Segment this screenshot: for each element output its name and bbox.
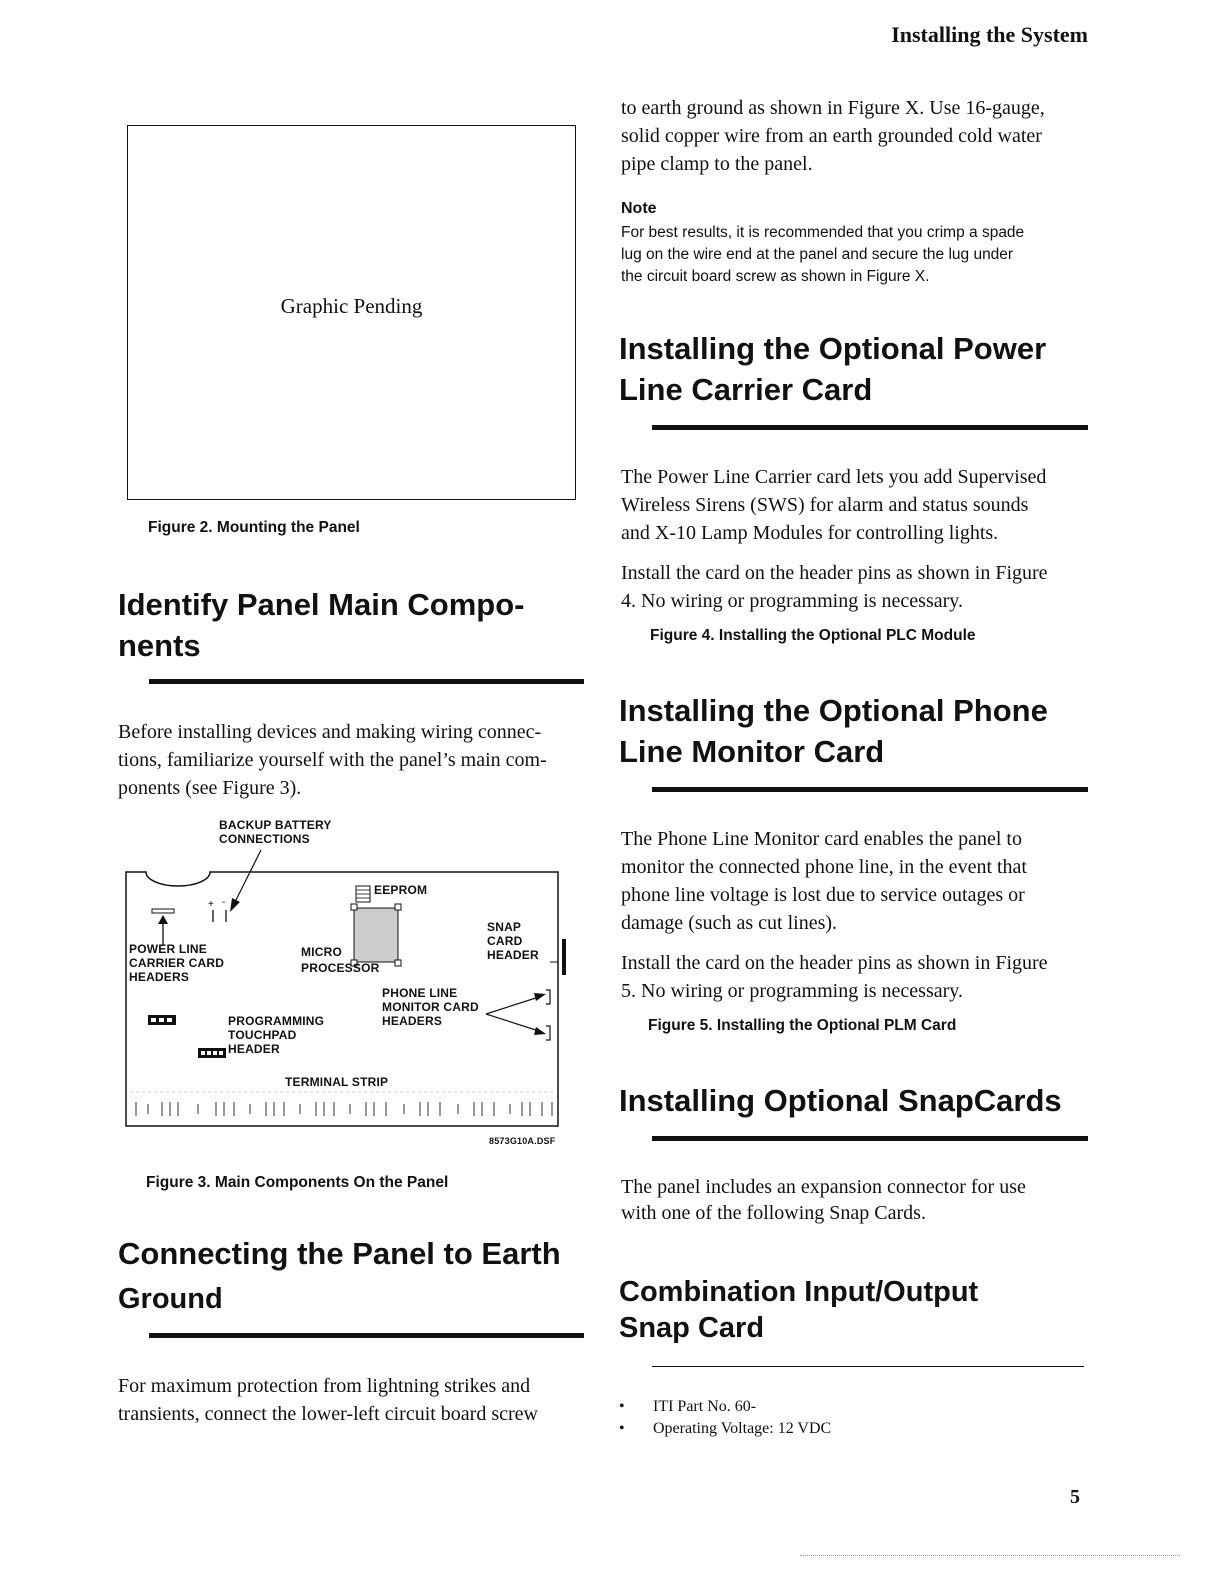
earth-heading-line2: Ground: [118, 1283, 223, 1315]
plc-p2-line2: 4. No wiring or programming is necessary.: [621, 590, 963, 612]
plc-p2-line1: Install the card on the header pins as shown in Figure: [621, 562, 1048, 584]
plc-p1-line1: The Power Line Carrier card lets you add Supervised: [621, 466, 1047, 488]
plm-heading-line1: Installing the Optional Phone: [619, 693, 1048, 728]
label-prog-line2: TOUCHPAD: [228, 1028, 297, 1042]
label-backup-battery-line2: CONNECTIONS: [219, 832, 310, 846]
label-prog-line3: HEADER: [228, 1042, 280, 1056]
label-plc-line3: HEADERS: [129, 970, 190, 984]
svg-text:-: -: [222, 897, 226, 908]
svg-text:+: +: [208, 899, 214, 910]
plc-p1-line2: Wireless Sirens (SWS) for alarm and status sounds: [621, 494, 1029, 516]
earth-heading-line1: Connecting the Panel to Earth: [118, 1236, 561, 1271]
label-eeprom: EEPROM: [374, 883, 428, 897]
plm-p1-line2: monitor the connected phone line, in the event that: [621, 856, 1027, 878]
label-programming-touchpad: [228, 1014, 324, 1056]
identify-heading-line2: nents: [118, 628, 201, 663]
spec-part-number-text: ITI Part No. 60-: [653, 1398, 757, 1415]
label-plm-line3: HEADERS: [382, 1014, 443, 1028]
plm-p1-line3: phone line voltage is lost due to service outages or: [621, 884, 1025, 906]
label-snap-line2: CARD: [487, 934, 523, 948]
bullet-symbol: •: [619, 1420, 625, 1437]
scan-artifact-line: [800, 1555, 1180, 1556]
note-line1: For best results, it is recommended that you crimp a spade: [621, 224, 1025, 241]
earth-cont-line3: pipe clamp to the panel.: [621, 153, 813, 175]
combo-spec-list: [619, 1396, 1079, 1440]
identify-heading-rule: [149, 679, 584, 684]
label-snap-line1: SNAP: [487, 920, 522, 934]
panel-board-drawing: [118, 812, 568, 1162]
identify-heading-line1: Identify Panel Main Compo-: [118, 587, 525, 622]
label-processor: PROCESSOR: [301, 961, 380, 975]
figure-3-caption: Figure 3. Main Components On the Panel: [146, 1174, 449, 1191]
label-micro: MICRO: [301, 945, 342, 959]
plm-p1-line1: The Phone Line Monitor card enables the panel to: [621, 828, 1022, 850]
note-line3: the circuit board screw as shown in Figure X.: [621, 268, 930, 285]
combo-heading-rule: [652, 1366, 1084, 1367]
plc-heading-rule: [652, 425, 1088, 430]
graphic-pending-text: Graphic Pending: [280, 294, 423, 318]
plc-heading-line2: Line Carrier Card: [619, 372, 873, 407]
figure-2-caption: Figure 2. Mounting the Panel: [148, 519, 360, 536]
snapcards-para-line2: with one of the following Snap Cards.: [621, 1202, 926, 1224]
spec-operating-voltage: [619, 1418, 1079, 1440]
label-plm-line1: PHONE LINE: [382, 986, 458, 1000]
label-snap-card-header: [487, 920, 539, 962]
snapcards-heading: Installing Optional SnapCards: [619, 1083, 1062, 1118]
label-prog-line1: PROGRAMMING: [228, 1014, 325, 1028]
earth-para-line1: For maximum protection from lightning strikes and: [118, 1375, 531, 1397]
label-backup-battery: [219, 818, 332, 846]
figure-2-placeholder: [127, 125, 576, 500]
figure-3-diagram: [118, 812, 568, 1162]
bullet-symbol: •: [619, 1398, 625, 1415]
combo-heading-line2: Snap Card: [619, 1312, 765, 1344]
spec-operating-voltage-text: Operating Voltage: 12 VDC: [653, 1420, 832, 1437]
label-power-line-carrier: [129, 942, 224, 984]
label-plc-line2: CARRIER CARD: [129, 956, 225, 970]
identify-para-line3: ponents (see Figure 3).: [118, 777, 302, 799]
note-line2: lug on the wire end at the panel and secure the lug under: [621, 246, 1014, 263]
label-terminal-strip: TERMINAL STRIP: [285, 1075, 389, 1089]
snapcards-para-line1: The panel includes an expansion connector for use: [621, 1176, 1026, 1198]
running-head: Installing the System: [891, 22, 1088, 47]
plc-p1-line3: and X-10 Lamp Modules for controlling lights.: [621, 522, 999, 544]
label-snap-line3: HEADER: [487, 948, 539, 962]
combo-heading-line1: Combination Input/Output: [619, 1276, 979, 1308]
plm-p1-line4: damage (such as cut lines).: [621, 912, 838, 934]
plm-p2-line2: 5. No wiring or programming is necessary.: [621, 980, 963, 1002]
figure-4-caption: Figure 4. Installing the Optional PLC Module: [650, 627, 976, 644]
page-number: 5: [1070, 1486, 1080, 1508]
earth-para-line2: transients, connect the lower-left circuit board screw: [118, 1403, 538, 1425]
label-phone-line-monitor: [382, 986, 479, 1028]
label-plc-line1: POWER LINE: [129, 942, 208, 956]
note-title: Note: [621, 200, 657, 217]
earth-cont-line2: solid copper wire from an earth grounded cold water: [621, 125, 1042, 147]
diagram-file-id: 8573G10A.DSF: [489, 1136, 556, 1146]
figure-5-caption: Figure 5. Installing the Optional PLM Card: [648, 1017, 957, 1034]
plm-heading-line2: Line Monitor Card: [619, 734, 885, 769]
plm-p2-line1: Install the card on the header pins as shown in Figure: [621, 952, 1048, 974]
spec-part-number: [619, 1396, 1079, 1418]
identify-para-line2: tions, familiarize yourself with the panel’s main com-: [118, 749, 547, 771]
identify-para-line1: Before installing devices and making wiring connec-: [118, 721, 542, 743]
earth-heading-rule: [149, 1333, 584, 1338]
label-backup-battery-line1: BACKUP BATTERY: [219, 818, 332, 832]
plm-heading-rule: [652, 787, 1088, 792]
earth-cont-line1: to earth ground as shown in Figure X. Use 16-gauge,: [621, 97, 1045, 119]
plc-heading-line1: Installing the Optional Power: [619, 331, 1047, 366]
snapcards-heading-rule: [652, 1136, 1088, 1141]
label-plm-line2: MONITOR CARD: [382, 1000, 479, 1014]
